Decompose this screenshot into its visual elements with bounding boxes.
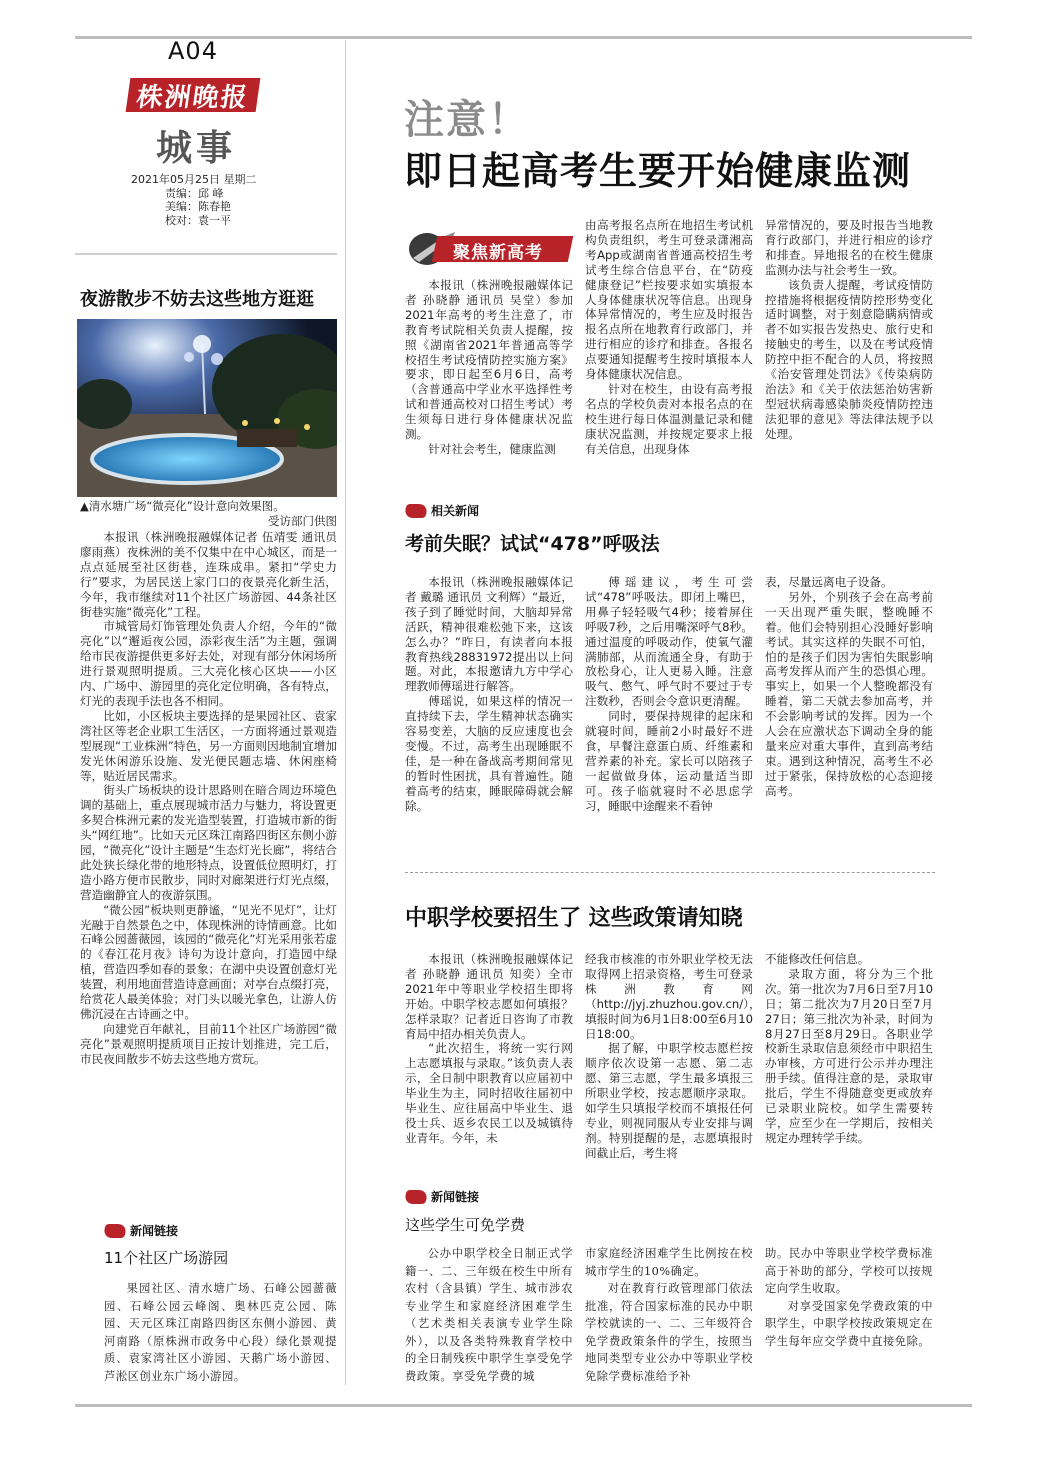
- article-paragraph: 市家庭经济困难学生比例按在校城市学生的10%确定。: [585, 1247, 753, 1278]
- art-editor-credit: 美编：陈春艳: [165, 200, 231, 213]
- sleep-column-3: [765, 575, 933, 799]
- article-paragraph: 公办中职学校全日制正式学籍一、二、三年级在校生中所有农村（含县镇）学生、城市涉农专业学生和家庭经济困难学生（艺术类相关表演专业学生除外），以及各类特殊教育学校中的全日制残疾中职学生享受免学费政策。享受免学费的城: [405, 1247, 573, 1383]
- headline-kicker: 注意！: [404, 97, 530, 143]
- plaza-photo: [77, 319, 337, 497]
- article-paragraph: 不能修改任何信息。: [765, 952, 870, 966]
- sleep-headline: 考前失眠？试试“478”呼吸法: [405, 533, 660, 555]
- article-paragraph: 对享受国家免学费政策的中职学生，中职学校按政策规定在学生每年应交学费中直接免除。: [765, 1299, 933, 1348]
- article-paragraph: 另外，个别孩子会在高考前一天出现严重失眠，整晚睡不着。他们会特别担心没睡好影响考试。其实这样的失眠不可怕，怕的是孩子们因为害怕失眠影响高考发挥从而产生的恐惧心理。事实上，如果一个人整晚都没有睡着，第二天就去参加高考，并不会影响考试的发挥。因为一个人会在应激状态下调动全身的能量来应对重大事件，直到高考结束。遇到这种情况，高考生不必过于紧张，保持放松的心态迎接高考。: [765, 589, 933, 798]
- bottom-rule: [75, 1404, 972, 1407]
- main-headline: 即日起高考生要开始健康监测: [404, 149, 912, 193]
- news-link-text: 果园社区、清水塘广场、石峰公园蔷薇园、石峰公园云峰阁、奥林匹克公园、陈园、天元区珠江南路四街区东侧小游园、黄河南路（原株洲市政务中心段）绿化景观提质、袁家湾社区小游园、天鹅广场小游园、芦淞区创业东广场小游园。: [104, 1282, 337, 1383]
- article-paragraph: 录取方面，将分为三个批次。第一批次为7月6日至7月10日；第二批次为7月20日至7月27日；第三批次为补录，时间为8月27日至8月29日。各职业学校新生录取信息须经市中职招生办审核，方可进行公示并办理注册手续。值得注意的是，录取审批后，学生不得随意变更或放弃已录职业院校。如学生需要转学，应至少在一学期后，按相关规定办理转学手续。: [765, 966, 933, 1145]
- free-column-3: [765, 1245, 933, 1350]
- article-paragraph: 助。民办中等职业学校学费标准高于补助的部分，学校可以按规定向学生收取。: [765, 1247, 933, 1295]
- gaokao-column-3: [765, 218, 933, 442]
- sidebar-paragraph: 本报讯（株洲晚报融媒体记者 伍靖雯 通讯员 廖雨燕）夜株洲的美不仅集中在中心城区，而是一点点延展至社区街巷，连珠成串。紧扣“学史力行”要求，为居民送上家门口的夜景亮化新生活，今年，我市继续对11个社区广场游园、44条社区街巷实施“微亮化”工程。: [80, 530, 337, 619]
- article-separator: [405, 872, 935, 873]
- pen-icon: [403, 504, 429, 518]
- related-news-tag: [405, 502, 479, 519]
- sidebar-headline: 夜游散步不妨去这些地方逛逛: [80, 289, 314, 310]
- pen-icon: [403, 1190, 429, 1204]
- article-paragraph: 同时，要保持规律的起床和就寝时间，睡前2小时最好不进食，早餐注意蛋白质、纤维素和营养素的补充。家长可以陪孩子一起做做身体，运动量适当即可。孩子临就寝时不必思虑学习，睡眠中途醒来不看钟: [585, 709, 753, 813]
- sidebar-rule: [75, 253, 337, 255]
- article-paragraph: 本报讯（株洲晚报融媒体记者 孙晓静 通讯员 知奕）全市2021年中等职业学校招生即将开始。中职学校志愿如何填报？怎样录取？记者近日咨询了市教育局中招办相关负责人。: [405, 952, 573, 1041]
- sidebar-paragraph: 市城管局灯饰管理处负责人介绍，今年的“微亮化”以“邂逅夜公园，添彩夜生活”为主题，强调给市民夜游提供更多好去处，对现有部分休闲场所进行景观照明提质。三大亮化核心区块——小区内、广场中、游园里的亮化定位明确，各有特点，灯光的表现手法也各不相同。: [80, 619, 337, 708]
- night-plaza-illustration: [77, 319, 337, 497]
- article-paragraph: 本报讯（株洲晚报融媒体记者 孙晓静 通讯员 吴堂）参加2021年高考的考生注意了，市教育考试院相关负责人提醒，按照《湖南省2021年普通高等学校招生考试疫情防控实施方案》要求，即日起至6月6日，高考（含普通高中学业水平选择性考试和普通高校对口招生考试）考生须每日进行身体健康状况监测。: [405, 278, 573, 442]
- sidebar-news-link-tag: [104, 1222, 178, 1239]
- newspaper-masthead: 株洲晚报: [126, 78, 261, 112]
- caption-credit: 受访部门供图: [268, 514, 337, 528]
- sleep-column-2: [585, 575, 753, 814]
- sidebar-paragraph: 比如，小区板块主要选择的是果园社区、袁家湾社区等老企业职工生活区，一方面将通过景观造型展现“工业株洲”特色，另一方面则因地制宜增加发光休闲游乐设施、发光便民题志墙、休闲座椅等，贴近居民需求。: [80, 708, 337, 783]
- article-paragraph: 对在教育行政管理部门依法批准，符合国家标准的民办中职学校就读的一、二、三年级符合免学费政策条件的学生，按照当地同类型专业公办中等职业学校免除学费标准给予补: [585, 1282, 753, 1383]
- free-tuition-headline: 这些学生可免学费: [405, 1216, 526, 1234]
- sidebar-paragraph: “微公园”板块则更静谧，“见光不见灯”，让灯光融于自然景色之中，体现株洲的诗情画意。比如石峰公园蔷薇园，该园的“微亮化”灯光采用张若虚的《春江花月夜》诗句为设计意向，打造园中绿植，营造四季如春的景象；在湖中央设置创意灯光装置，利用地面营造诗意画面；对亭台点缀打亮，给赏花人最美体验；对门头以暖光拿色，让游人仿佛沉浸在古诗画之中。: [80, 902, 337, 1021]
- article-paragraph: 由高考报名点所在地招生考试机构负责组织，考生可登录潇湘高考App或湖南省普通高校招生考试考生综合信息平台，在“防疫健康登记”栏按要求如实填报本人身体健康状况等信息。出现身体异常情况的，考生应及时报告报名点所在地教育行政部门，并进行相应的诊疗和排查。各报名点要通知提醒考生按时填报本人身体健康状况信息。: [585, 218, 753, 382]
- page-meta: [131, 173, 257, 227]
- free-column-2: [585, 1245, 753, 1385]
- issue-date: 2021年05月25日 星期二: [131, 173, 257, 186]
- sidebar-news-link-text: [104, 1280, 337, 1385]
- news-link-label: 新闻链接: [431, 1190, 480, 1204]
- sleep-column-1: [405, 575, 573, 814]
- vocational-column-2: [585, 952, 761, 1161]
- article-paragraph: “此次招生，将统一实行网上志愿填报与录取。”该负责人表示，全日制中职教育以应届初中毕业生为主，同时招收往届初中毕业生、应往届高中毕业生、退役士兵、返乡农民工以及城镇待业青年。今年，未: [405, 1041, 573, 1145]
- vocational-column-3: [765, 952, 933, 1146]
- free-tuition-tag: [405, 1188, 479, 1205]
- article-paragraph: 针对在校生，由设有高考报名点的学校负责对本报名点的在校生进行每日体温测量记录和健康状况监测，并按规定要求上报有关信息，出现身体: [585, 381, 753, 456]
- related-news-label: 相关新闻: [431, 504, 480, 518]
- article-paragraph: 针对社会考生，健康监测: [428, 441, 556, 456]
- article-paragraph: 傅瑶建议，考生可尝试“478”呼吸法。即闭上嘴巴，用鼻子轻轻吸气4秒；接着屏住呼吸7秒，之后用嘴深呼气8秒。通过温度的呼吸动作，使氧气灌满肺部，从而流通全身，有助于放松身心，让人更易入睡。注意吸气、憋气、呼气时不要过于专注数秒，否则会令意识更清醒。: [585, 575, 753, 709]
- gaokao-column-2: [585, 218, 753, 457]
- sidebar-paragraph: 街头广场板块的设计思路则在暗合周边环境色调的基础上，重点展现城市活力与魅力，将设置更多契合株洲元素的发光造型装置，打造城市新的街头“网红地”。比如天元区珠江南路四街区东侧小游园，“微亮化”设计主题是“生态灯光长廊”，将结合此处狭长绿化带的地形特点，设置低位照明灯，打造小路方便市民散步，同时对廊架进行灯光点缀，营造幽静宜人的夜游氛围。: [80, 783, 337, 902]
- column-divider: [345, 40, 346, 1385]
- gaokao-column-1: [405, 278, 573, 457]
- article-paragraph: 据了解，中职学校志愿栏按顺序依次设第一志愿、第二志愿、第三志愿，学生最多填报三所职业学校，按志愿顺序录取。如学生只填报学校而不填报任何专业，则视同服从专业安排与调剂。特别提醒的是，志愿填报时间截止后，考生将: [585, 1041, 753, 1160]
- article-paragraph: 傅瑶说，如果这样的情况一直持续下去，学生精神状态确实容易变差，大脑的反应速度也会变慢。不过，高考生出现睡眠不佳，是一种在备战高考期间常见的暂时性困扰，具有普遍性。随着高考的结束，睡眠障碍就会解除。: [405, 694, 573, 813]
- article-paragraph: 本报讯（株洲晚报融媒体记者 戴璐 通讯员 文利辉）“最近，孩子到了睡觉时间，大脑却异常活跃，精神很难松弛下来，这该怎么办？”昨日，有读者向本报教育热线28831972提出以上问题。对此，本报邀请九方中学心理教师傅瑶进行解答。: [405, 575, 573, 694]
- sidebar-paragraph: 向建党百年献礼，目前11个社区广场游园“微亮化”景观照明提质项目正按计划推进，完工后，市民夜间散步不妨去这些地方赏玩。: [80, 1021, 337, 1066]
- article-paragraph: 表，尽量远离电子设备。: [765, 575, 893, 589]
- sidebar-body: [80, 530, 337, 1067]
- logo-text: 聚焦新高考: [453, 243, 543, 263]
- article-paragraph: 经我市核准的市外职业学校无法取得网上招录资格，考生可登录株洲教育网（http://jyj.zhuzhou.gov.cn/），填报时间为6月1日8:00至6月10日18:00。: [585, 952, 761, 1041]
- sidebar-news-link-title: 11个社区广场游园: [104, 1249, 229, 1267]
- free-column-1: [405, 1245, 573, 1385]
- article-paragraph: 异常情况的，要及时报告当地教育行政部门，并进行相应的诊疗和排查。异地报名的在校生健康监测办法与社会考生一致。: [765, 218, 933, 277]
- proofreader-credit: 校对：袁一平: [165, 213, 231, 227]
- vocational-headline: 中职学校要招生了 这些政策请知晓: [405, 906, 743, 931]
- section-title: 城事: [156, 128, 237, 169]
- photo-caption: [80, 499, 337, 529]
- editor-credit: 责编：邱 峰: [165, 186, 224, 200]
- vocational-column-1: [405, 952, 573, 1146]
- pen-icon: [102, 1224, 128, 1238]
- news-link-label: 新闻链接: [130, 1224, 179, 1238]
- page-number: A04: [168, 37, 218, 65]
- article-paragraph: 该负责人提醒，考试疫情防控措施将根据疫情防控形势变化适时调整，对于刻意隐瞒病情或者不如实报告发热史、旅行史和接触史的考生，以及在考试疫情防控中拒不配合的人员，将按照《治安管理处罚法》《传染病防治法》和《关于依法惩治妨害新型冠状病毒感染肺炎疫情防控违法犯罪的意见》等法律法规予以处理。: [765, 277, 933, 441]
- focus-gaokao-logo: [405, 228, 575, 270]
- caption-text: ▲清水塘广场“微亮化”设计意向效果图。: [80, 499, 285, 513]
